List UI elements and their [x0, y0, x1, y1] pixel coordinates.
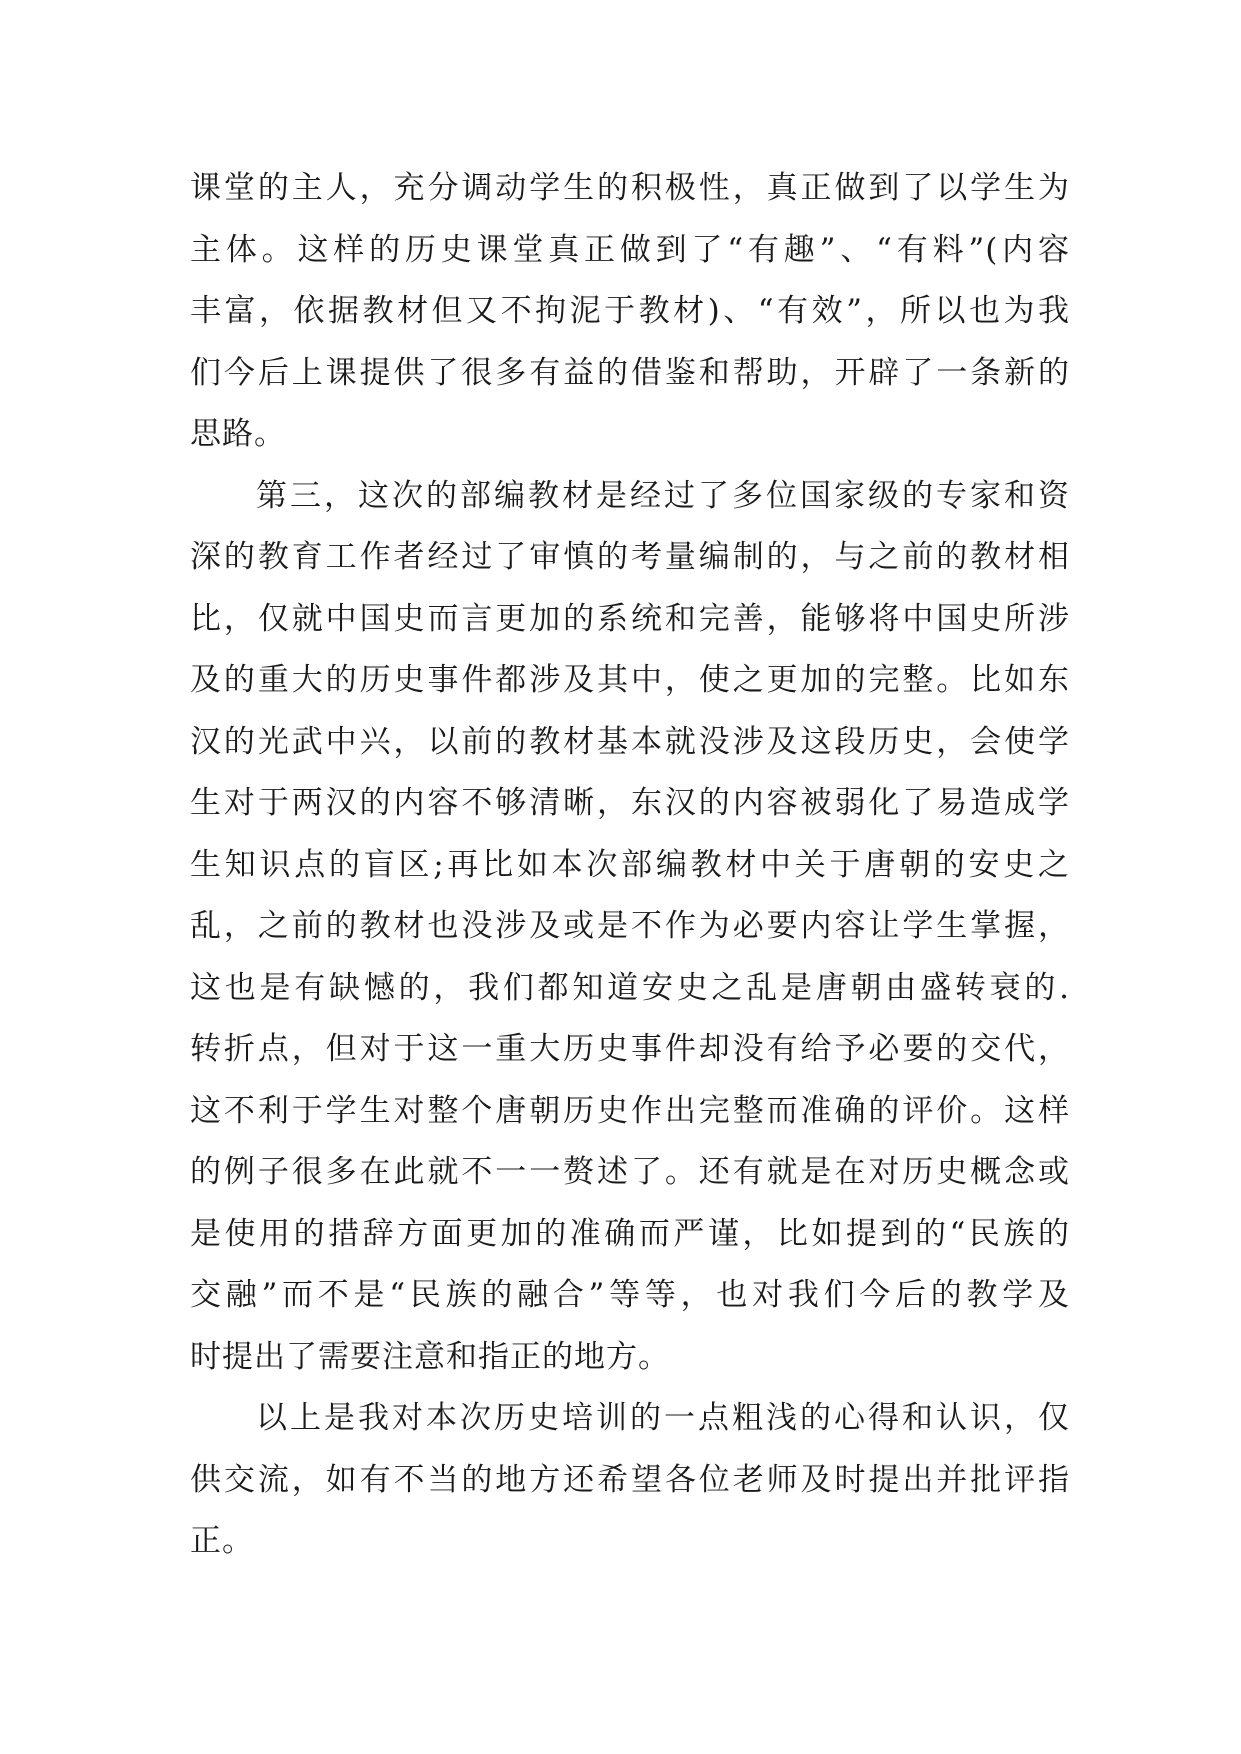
text-line: 供交流，如有不当的地方还希望各位老师及时提出并批评指: [190, 1461, 1070, 1498]
paragraph-start-line: 第三，这次的部编教材是经过了多位国家级的专家和资: [256, 477, 1070, 514]
text-line: 这不利于学生对整个唐朝历史作出完整而准确的评价。这样: [190, 1092, 1070, 1129]
text-line: 的例子很多在此就不一一赘述了。还有就是在对历史概念或: [190, 1154, 1070, 1190]
text-line: 时提出了需要注意和指正的地方。: [190, 1338, 670, 1375]
text-line: 转折点，但对于这一重大历史事件却没有给予必要的交代，: [190, 1031, 1070, 1067]
text-line: 思路。: [190, 416, 286, 452]
body-text: [190, 158, 1070, 1573]
text-line: 深的教育工作者经过了审慎的考量编制的，与之前的教材相: [190, 539, 1070, 575]
text-line: 汉的光武中兴，以前的教材基本就没涉及这段历史，会使学: [190, 723, 1070, 760]
text-line: 们今后上课提供了很多有益的借鉴和帮助，开辟了一条新的: [190, 354, 1070, 391]
text-line: 比，仅就中国史而言更加的系统和完善，能够将中国史所涉: [190, 600, 1070, 637]
text-line: 及的重大的历史事件都涉及其中，使之更加的完整。比如东: [190, 662, 1070, 698]
text-line: 正。: [190, 1523, 254, 1559]
text-line: 课堂的主人，充分调动学生的积极性，真正做到了以学生为: [190, 170, 1070, 206]
text-line: 生知识点的盲区;再比如本次部编教材中关于唐朝的安史之: [190, 846, 1070, 883]
text-line: 生对于两汉的内容不够清晰，东汉的内容被弱化了易造成学: [190, 785, 1070, 821]
text-line: 这也是有缺憾的，我们都知道安史之乱是唐朝由盛转衰的.: [190, 969, 1070, 1006]
text-line: 乱，之前的教材也没涉及或是不作为必要内容让学生掌握，: [190, 908, 1070, 944]
text-line: 交融”而不是“民族的融合”等等，也对我们今后的教学及: [190, 1277, 1070, 1313]
text-line: 丰富，依据教材但又不拘泥于教材)、“有效”，所以也为我: [190, 293, 1070, 329]
text-line: 是使用的措辞方面更加的准确而严谨，比如提到的“民族的: [190, 1215, 1070, 1252]
text-line: 主体。这样的历史课堂真正做到了“有趣”、“有料”(内容: [190, 231, 1071, 268]
paragraph-start-line: 以上是我对本次历史培训的一点粗浅的心得和认识，仅: [256, 1400, 1070, 1436]
